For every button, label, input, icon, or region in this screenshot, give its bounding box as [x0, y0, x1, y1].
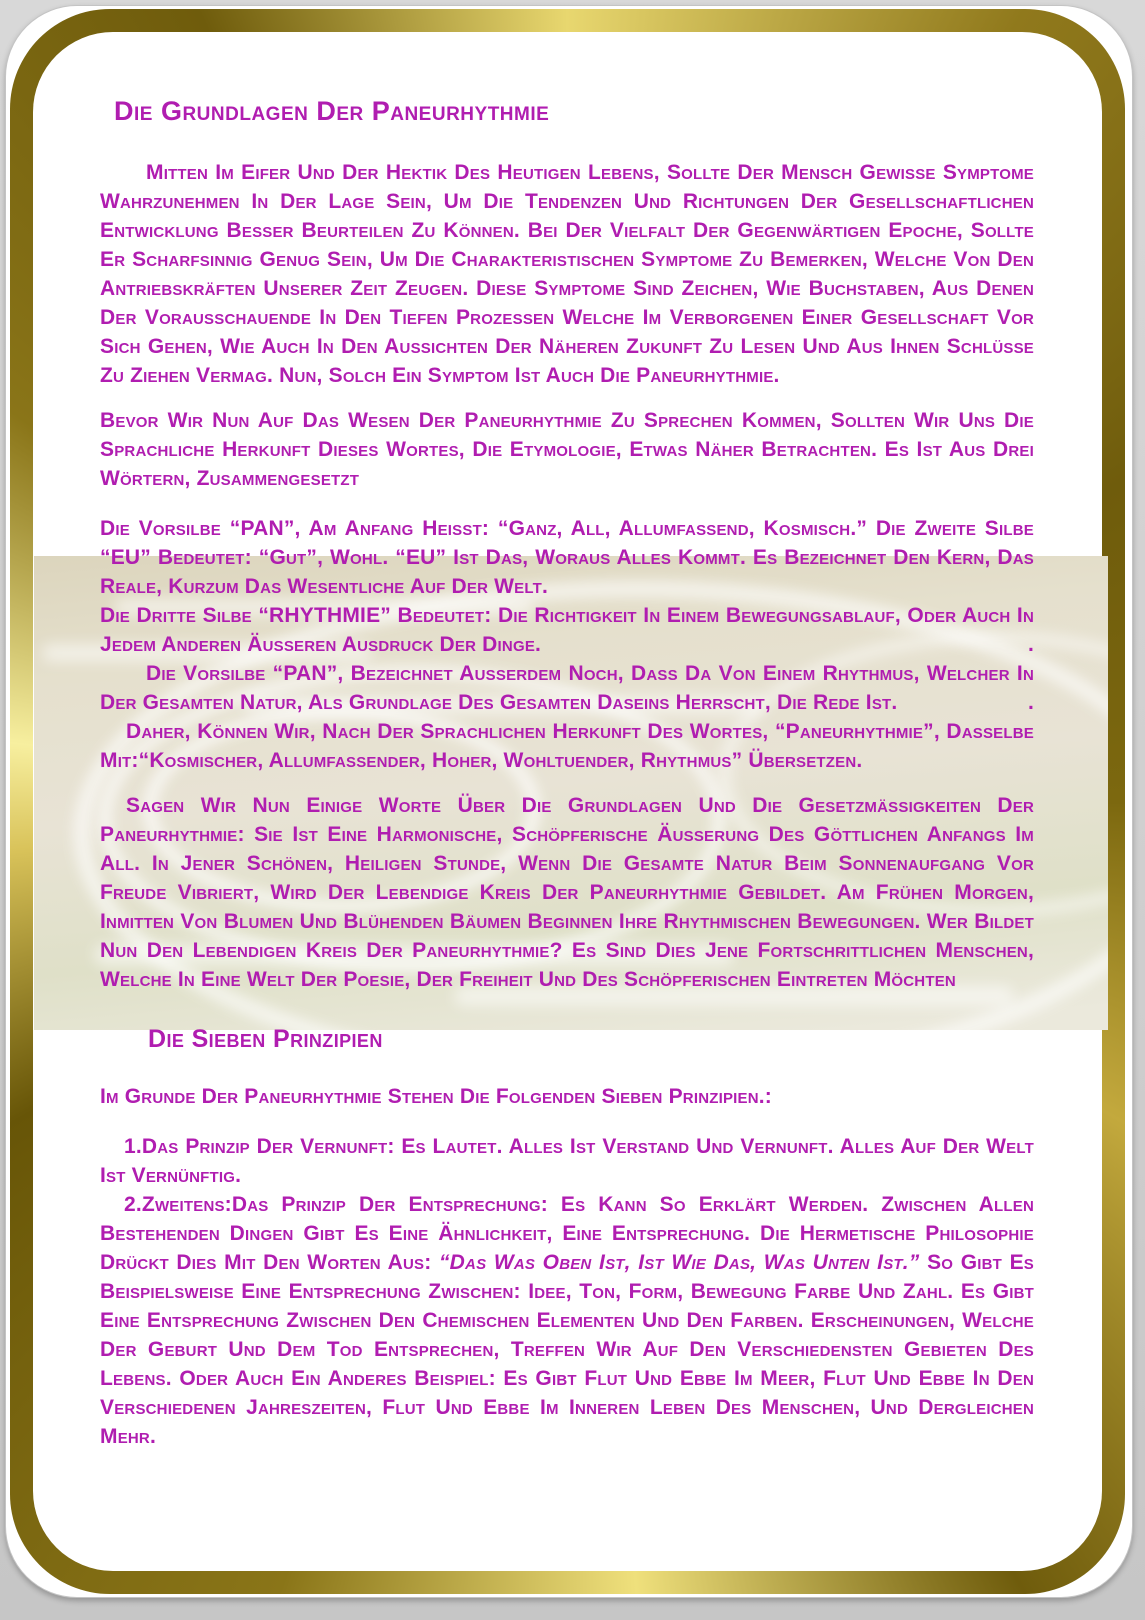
principle-2-text-before-quote: 2.Zweitens:Das Prinzip Der Entsprechung: Es Kann So Erklärt Werden. Zwischen Allen Bestehenden Dingen Gibt Es Eine Ähnlichkeit, Eine Entsprechung. Die Hermetische Philosophie Drückt Dies Mit Den Worten Aus:	[100, 1193, 1034, 1274]
stray-period: .	[1027, 633, 1034, 656]
paragraph-intro: Mitten Im Eifer Und Der Hektik Des Heutigen Lebens, Sollte Der Mensch Gewisse Symptome Wahrzunehmen In Der Lage Sein, Um Die Tendenzen Und Richtungen Der Gesellschaftlichen Entwicklung Besser Beurteilen Zu Können. Bei Der Vielfalt Der Gegenwärtigen Epoche, Sollte Er Scharfsinnig Genug Sein, Um Die Charakteristischen Symptome Zu Bemerken, Welche Von Den Antriebskräften Unserer Zeit Zeugen. Diese Symptome Sind Zeichen, Wie Buchstaben, Aus Denen Der Vorausschauende In Den Tiefen Prozessen Welche Im Verborgenen Einer Gesellschaft Vor Sich Gehen, Wie Auch In Den Aussichten Der Näheren Zukunft Zu Lesen Und Aus Ihnen Schlüsse Zu Ziehen Vermag. Nun, Solch Ein Symptom Ist Auch Die Paneurhythmie.	[100, 161, 1034, 387]
paragraph-translation: Daher, Können Wir, Nach Der Sprachlichen Herkunft Des Wortes, “Paneurhythmie”, Dasselbe Mit:“Kosmischer, Allumfassender, Hoher, Wohltuender, Rhythmus” Übersetzen.	[100, 720, 1034, 772]
paragraph-principles-intro: Im Grunde Der Paneurhythmie Stehen Die Folgenden Sieben Prinzipien.:	[100, 1085, 772, 1108]
list-item-principle-1: 1.Das Prinzip Der Vernunft: Es Lautet. Alles Ist Verstand Und Vernunft. Alles Auf Der Welt Ist Vernünftig.	[100, 1135, 1034, 1187]
document-body	[100, 94, 1034, 1451]
paragraph-rhythmie	[100, 601, 1034, 659]
paragraph-etymology-intro: Bevor Wir Nun Auf Das Wesen Der Paneurhythmie Zu Sprechen Kommen, Sollten Wir Uns Die Sprachliche Herkunft Dieses Wortes, Die Etymologie, Etwas Näher Betrachten. Es Ist Aus Drei Wörtern, Zusammengesetzt	[100, 409, 1034, 490]
paragraph-pan-rhythm-text: Die Vorsilbe “PAN”, Bezeichnet Ausserdem Noch, Dass Da Von Einem Rhythmus, Welcher In Der Gesamten Natur, Als Grundlage Des Gesamten Daseins Herrscht, Die Rede Ist.	[100, 662, 1034, 714]
paragraph-pan-rhythm	[100, 659, 1034, 717]
principle-2-text-after-quote: So Gibt Es Beispielsweise Eine Entsprechung Zwischen: Idee, Ton, Form, Bewegung Farbe Und Zahl. Es Gibt Eine Entsprechung Zwischen Den Chemischen Elementen Und Den Farben. Erscheinungen, Welche Der Geburt Und Dem Tod Entsprechen, Treffen Wir Auf Den Verschiedensten Gebieten Des Lebens. Oder Auch Ein Anderes Beispiel: Es Gibt Flut Und Ebbe Im Meer, Flut Und Ebbe In Den Verschiedenen Jahreszeiten, Flut Und Ebbe Im Inneren Leben Des Menschen, Und Dergleichen Mehr.	[100, 1251, 1034, 1448]
paragraph-rhythmie-text: Die Dritte Silbe “RHYTHMIE” Bedeutet: Die Richtigkeit In Einem Bewegungsablauf, Oder Auch In Jedem Anderen Äusseren Ausdruck Der Dinge.	[100, 604, 1034, 656]
page-title: Die Grundlagen Der Paneurhythmie	[114, 96, 550, 126]
paragraph-pan-eu: Die Vorsilbe “PAN”, Am Anfang Heisst: “Ganz, All, Allumfassend, Kosmisch.” Die Zweite Silbe “EU” Bedeutet: “Gut”, Wohl. “EU” Ist Das, Woraus Alles Kommt. Es Bezeichnet Den Kern, Das Reale, Kurzum Das Wesentliche Auf Der Welt.	[100, 517, 1034, 598]
list-item-principle-2	[100, 1190, 1034, 1451]
section-title-seven-principles: Die Sieben Prinzipien	[148, 1025, 383, 1053]
paragraph-foundations: Sagen Wir Nun Einige Worte Über Die Grundlagen Und Die Gesetzmässigkeiten Der Paneurhythmie: Sie Ist Eine Harmonische, Schöpferische Äusserung Des Göttlichen Anfangs Im All. In Jener Schönen, Heiligen Stunde, Wenn Die Gesamte Natur Beim Sonnenaufgang Vor Freude Vibriert, Wird Der Lebendige Kreis Der Paneurhythmie Gebildet. Am Frühen Morgen, Inmitten Von Blumen Und Blühenden Bäumen Beginnen Ihre Rhythmischen Bewegungen. Wer Bildet Nun Den Lebendigen Kreis Der Paneurhythmie? Es Sind Dies Jene Fortschrittlichen Menschen, Welche In Eine Welt Der Poesie, Der Freiheit Und Des Schöpferischen Eintreten Möchten	[100, 794, 1034, 991]
stray-period: .	[1027, 691, 1034, 714]
hermetic-quote: “Das Was Oben Ist, Ist Wie Das, Was Unten Ist.”	[438, 1251, 920, 1274]
